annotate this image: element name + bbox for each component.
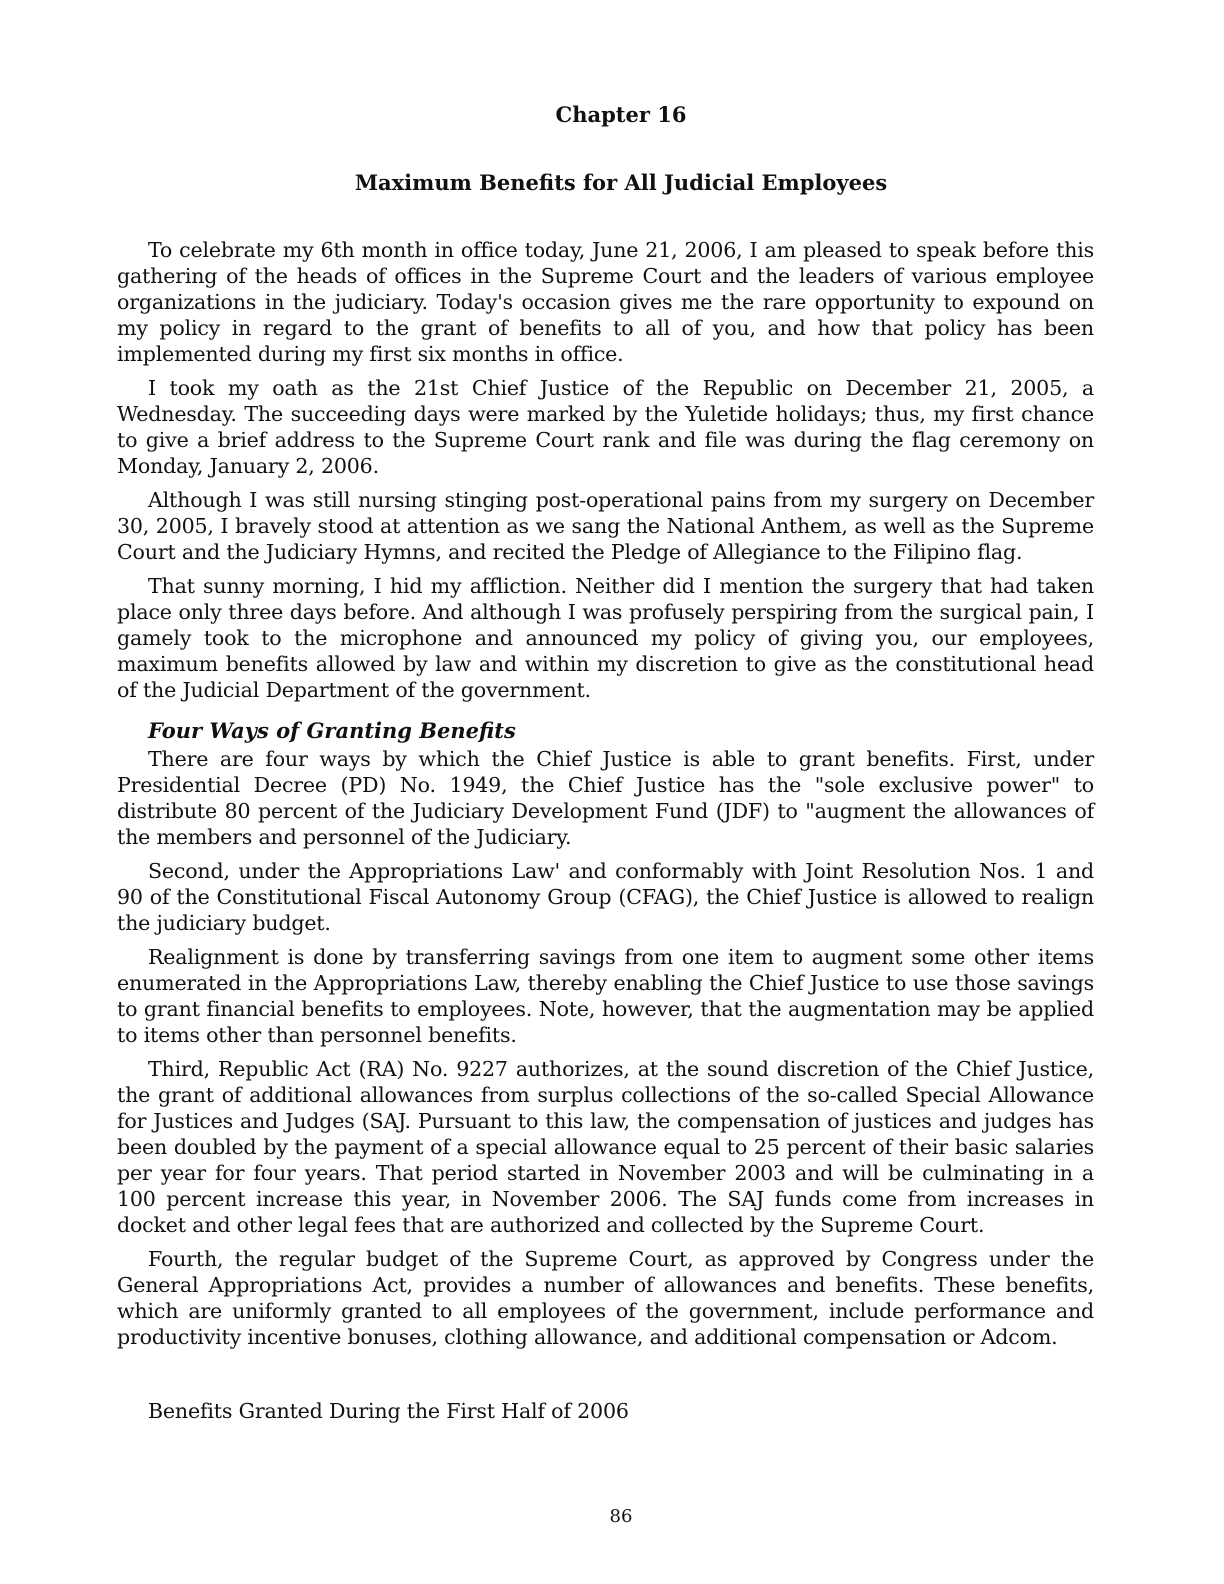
- section-paragraph-1: There are four ways by which the Chief Justice is able to grant benefits. First, under Presidential Decree (PD) No. 1949, the Chief Justice has the "sole exclusive power" to distribute 80 percent of the Judiciary Development Fund (JDF) to "augment the allowances of the members and personnel of the Judiciary.: [117, 747, 1094, 849]
- intro-paragraph-4: That sunny morning, I hid my affliction. Neither did I mention the surgery that had taken place only three days before. And although I was profusely perspiring from the surgical pain, I gamely took to the microphone and announced my policy of giving you, our employees, maximum benefits allowed by law and within my discretion to give as the constitutional head of the Judicial Department of the government.: [117, 574, 1094, 702]
- page-number: 86: [609, 1506, 633, 1527]
- subsection: [117, 1398, 1094, 1424]
- section-paragraph-5: Fourth, the regular budget of the Supreme Court, as approved by Congress under the General Appropriations Act, provides a number of allowances and benefits. These benefits, which are uniformly granted to all employees of the government, include performance and productivity incentive bonuses, clothing allowance, and additional compensation or Adcom.: [117, 1247, 1094, 1349]
- benefits-section: [117, 716, 1094, 1358]
- section-paragraph-2: Second, under the Appropriations Law' and conformably with Joint Resolution Nos. 1 and 90 of the Constitutional Fiscal Autonomy Group (CFAG), the Chief Justice is allowed to realign the judiciary budget.: [117, 859, 1094, 935]
- chapter-label: Chapter 16: [555, 102, 687, 127]
- intro-paragraph-1: To celebrate my 6th month in office today, June 21, 2006, I am pleased to speak before this gathering of the heads of offices in the Supreme Court and the leaders of various employee organizations in the judiciary. Today's occasion gives me the rare opportunity to expound on my policy in regard to the grant of benefits to all of you, and how that policy has been implemented during my first six months in office.: [117, 238, 1094, 366]
- intro-section: [117, 237, 1094, 711]
- section-paragraph-3: Realignment is done by transferring savings from one item to augment some other items enumerated in the Appropriations Law, thereby enabling the Chief Justice to use those savings to grant financial benefits to employees. Note, however, that the augmentation may be applied to items other than personnel benefits.: [117, 945, 1094, 1047]
- section-heading: Four Ways of Granting Benefits: [148, 718, 516, 743]
- subheading: Benefits Granted During the First Half of 2006: [148, 1399, 629, 1423]
- section-paragraph-4: Third, Republic Act (RA) No. 9227 authorizes, at the sound discretion of the Chief Justice, the grant of additional allowances from surplus collections of the so-called Special Allowance for Justices and Judges (SAJ. Pursuant to this law, the compensation of justices and judges has been doubled by the payment of a special allowance equal to 25 percent of their basic salaries per year for four years. That period started in November 2003 and will be culminating in a 100 percent increase this year, in November 2006. The SAJ funds come from increases in docket and other legal fees that are authorized and collected by the Supreme Court.: [117, 1057, 1094, 1237]
- chapter-title: Maximum Benefits for All Judicial Employees: [354, 170, 888, 195]
- intro-paragraph-3: Although I was still nursing stinging post-operational pains from my surgery on December 30, 2005, I bravely stood at attention as we sang the National Anthem, as well as the Supreme Court and the Judiciary Hymns, and recited the Pledge of Allegiance to the Filipino flag.: [117, 488, 1094, 564]
- intro-paragraph-2: I took my oath as the 21st Chief Justice of the Republic on December 21, 2005, a Wednesday. The succeeding days were marked by the Yuletide holidays; thus, my first chance to give a brief address to the Supreme Court rank and file was during the flag ceremony on Monday, January 2, 2006.: [117, 376, 1094, 478]
